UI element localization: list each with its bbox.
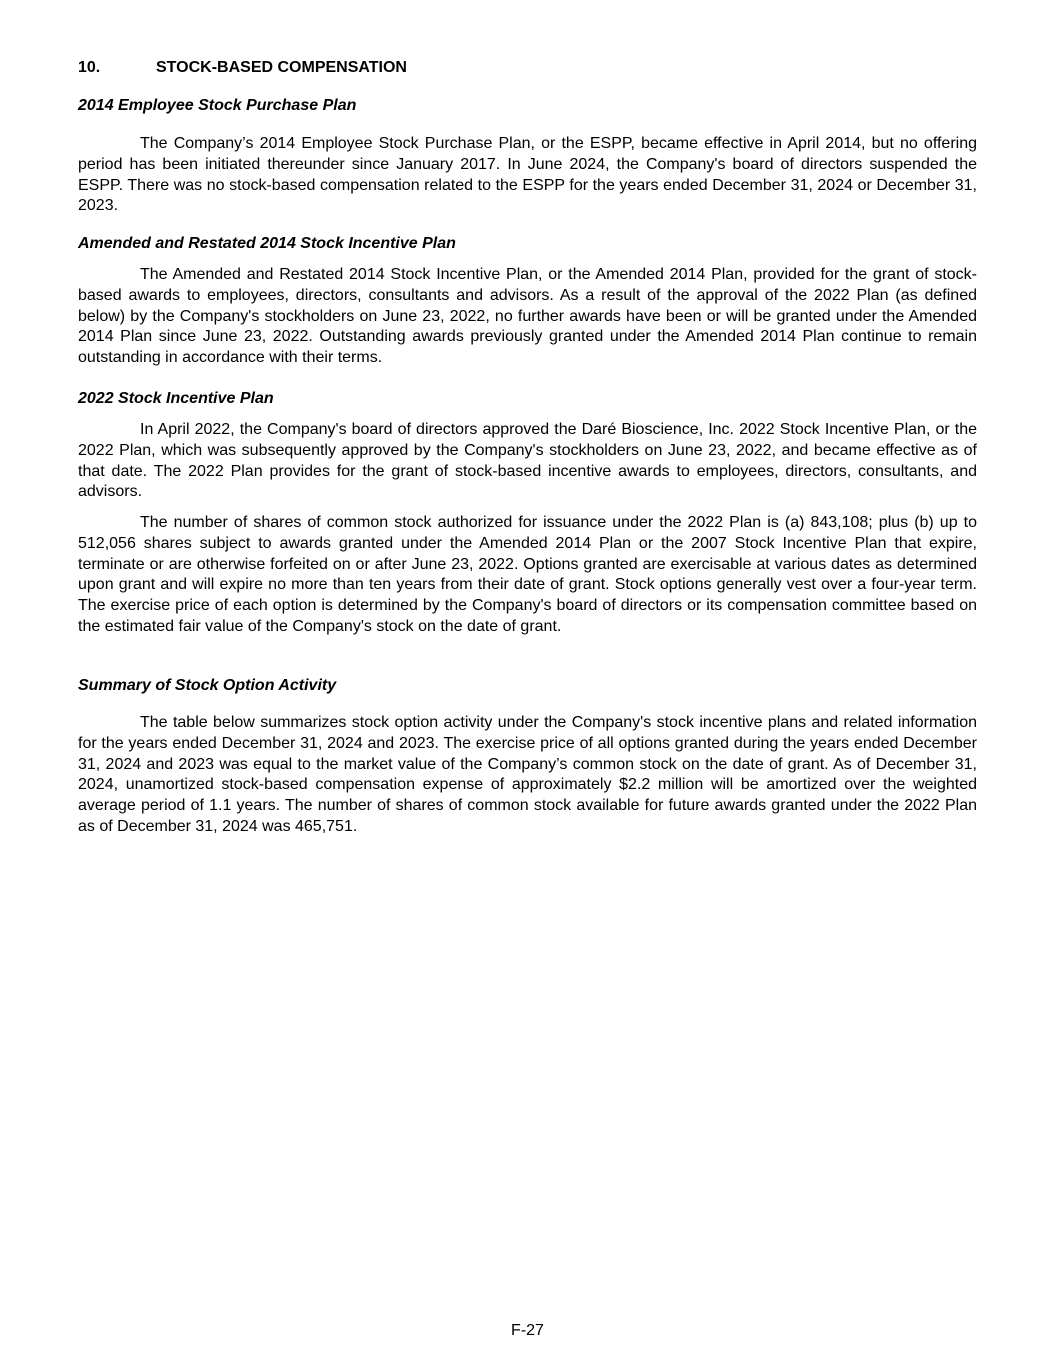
- paragraph-2022-plan: In April 2022, the Company's board of directors approved the Daré Bioscience, Inc. 2022 Stock Incentive Plan, or the 2022 Plan, which was subsequently approved by the Company's stockholders on June 23, 2022, and became effective as of that date. The 2022 Plan provides for the grant of stock-based incentive awards to employees, directors, consultants, and advisors.: [78, 421, 977, 501]
- section-number: 10.: [78, 59, 101, 76]
- heading-amended-2014-plan: Amended and Restated 2014 Stock Incentive Plan: [78, 235, 456, 252]
- paragraph-stock-option-activity: The table below summarizes stock option activity under the Company's stock incentive plans and related information for the years ended December 31, 2024 and 2023. The exercise price of all options granted during the years ended December 31, 2024 and 2023 was equal to the market value of the Company’s common stock on the date of grant. As of December 31, 2024, unamortized stock-based compensation expense of approximately $2.2 million will be amortized over the weighted average period of 1.1 years. The number of shares of common stock available for future awards granted under the 2022 Plan as of December 31, 2024 was 465,751.: [78, 714, 977, 835]
- paragraph-amended-2014-plan: The Amended and Restated 2014 Stock Incentive Plan, or the Amended 2014 Plan, provided for the grant of stock-based awards to employees, directors, consultants and advisors. As a result of the approval of the 2022 Plan (as defined below) by the Company's stockholders on June 23, 2022, no further awards have been or will be granted under the Amended 2014 Plan since June 23, 2022. Outstanding awards previously granted under the Amended 2014 Plan continue to remain outstanding in accordance with their terms.: [78, 266, 977, 367]
- heading-2022-plan: 2022 Stock Incentive Plan: [78, 390, 274, 407]
- paragraph-espp: The Company’s 2014 Employee Stock Purchase Plan, or the ESPP, became effective in April 2014, but no offering period has been initiated thereunder since January 2017. In June 2024, the Company's board of directors suspended the ESPP. There was no stock-based compensation related to the ESPP for the years ended December 31, 2024 or December 31, 2023.: [78, 135, 977, 215]
- heading-stock-option-activity: Summary of Stock Option Activity: [78, 677, 337, 694]
- paragraph-authorized-shares: The number of shares of common stock authorized for issuance under the 2022 Plan is (a) 843,108; plus (b) up to 512,056 shares subject to awards granted under the Amended 2014 Plan or the 2007 Stock Incentive Plan that expire, terminate or are otherwise forfeited on or after June 23, 2022. Options granted are exercisable at various dates as determined upon grant and will expire no more than ten years from their date of grant. Stock options generally vest over a four-year term. The exercise price of each option is determined by the Company's board of directors or its compensation committee based on the estimated fair value of the Company's stock on the date of grant.: [78, 514, 977, 635]
- section-title: STOCK-BASED COMPENSATION: [156, 59, 407, 76]
- page-number: F-27: [511, 1322, 544, 1339]
- heading-espp: 2014 Employee Stock Purchase Plan: [78, 97, 357, 114]
- section-heading: [78, 58, 977, 79]
